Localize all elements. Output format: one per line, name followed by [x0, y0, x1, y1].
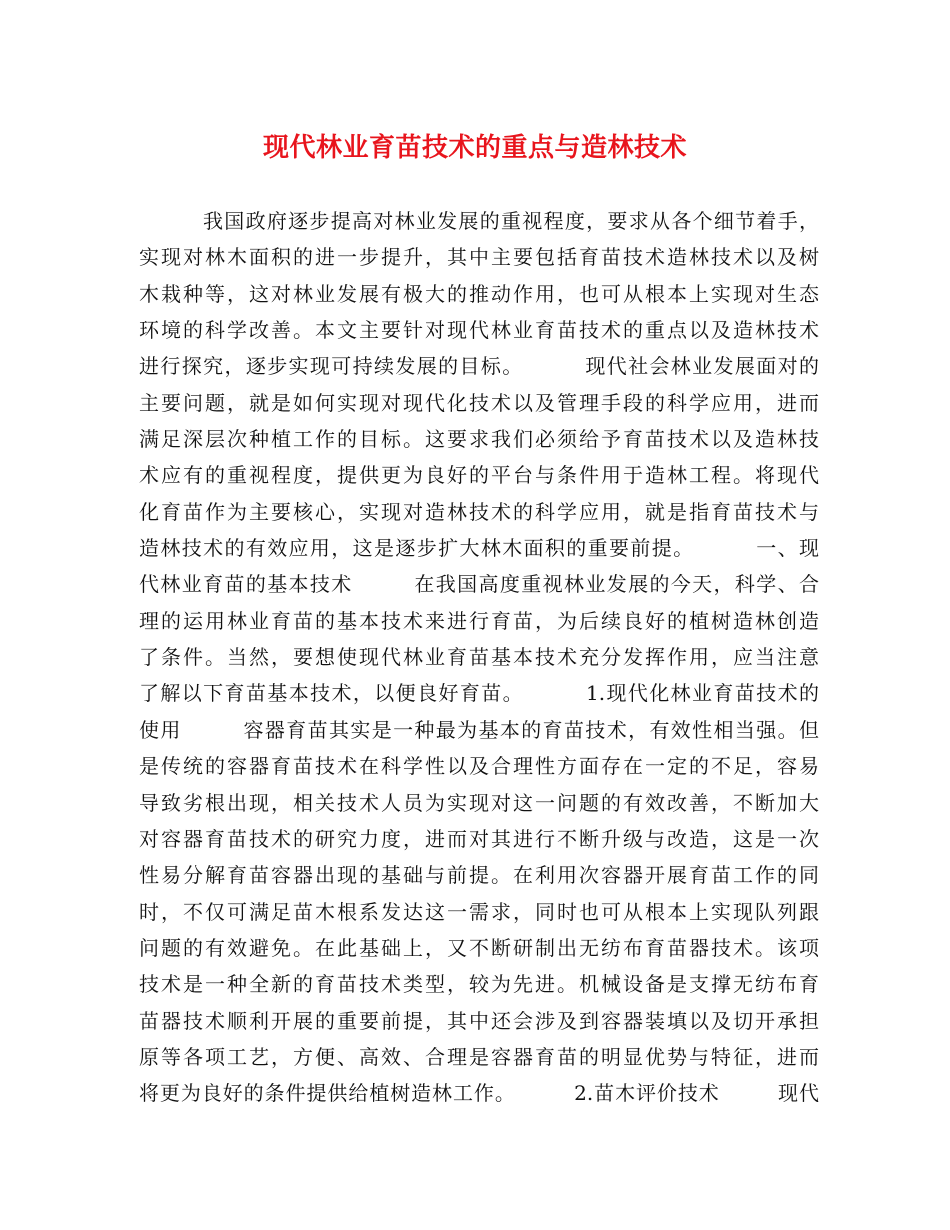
document-title: 现代林业育苗技术的重点与造林技术: [262, 133, 687, 163]
body-text-line: 问题的有效避免。在此基础上，又不断研制出无纺布育苗器技术。该项: [139, 935, 819, 960]
body-text-line: 技术是一种全新的育苗技术类型，较为先进。机械设备是支撑无纺布育: [139, 972, 819, 997]
body-text-line: 代林业育苗的基本技术 在我国高度重视林业发展的今天，科学、合: [139, 572, 819, 597]
body-text-line: 环境的科学改善。本文主要针对现代林业育苗技术的重点以及造林技术: [139, 318, 819, 343]
body-text-line: 了解以下育苗基本技术，以便良好育苗。 1.现代化林业育苗技术的: [139, 681, 819, 706]
body-text-line: 将更为良好的条件提供给植树造林工作。 2.苗木评价技术 现代: [139, 1081, 819, 1106]
body-text-line: 我国政府逐步提高对林业发展的重视程度，要求从各个细节着手，: [203, 209, 819, 233]
body-text-line: 化育苗作为主要核心，实现对造林技术的科学应用，就是指育苗技术与: [139, 499, 819, 524]
body-text-line: 主要问题，就是如何实现对现代化技术以及管理手段的科学应用，进而: [139, 390, 819, 415]
body-text-line: 是传统的容器育苗技术在科学性以及合理性方面存在一定的不足，容易: [139, 754, 819, 779]
body-text-line: 理的运用林业育苗的基本技术来进行育苗，为后续良好的植树造林创造: [139, 608, 819, 633]
body-text-line: 时，不仅可满足苗木根系发达这一需求，同时也可从根本上实现队列跟: [139, 899, 819, 924]
body-text-line: 使用 容器育苗其实是一种最为基本的育苗技术，有效性相当强。但: [139, 717, 819, 742]
body-text-line: 木栽种等，这对林业发展有极大的推动作用，也可从根本上实现对生态: [139, 281, 819, 306]
body-text-line: 造林技术的有效应用，这是逐步扩大林木面积的重要前提。 一、现: [139, 536, 819, 561]
body-text-line: 原等各项工艺，方便、高效、合理是容器育苗的明显优势与特征，进而: [139, 1044, 819, 1069]
body-text-line: 实现对林木面积的进一步提升，其中主要包括育苗技术造林技术以及树: [139, 245, 819, 270]
body-text-line: 满足深层次种植工作的目标。这要求我们必须给予育苗技术以及造林技: [139, 427, 819, 452]
body-text-line: 苗器技术顺利开展的重要前提，其中还会涉及到容器装填以及切开承担: [139, 1008, 819, 1033]
body-text-line: 对容器育苗技术的研究力度，进而对其进行不断升级与改造，这是一次: [139, 826, 819, 851]
body-text-line: 术应有的重视程度，提供更为良好的平台与条件用于造林工程。将现代: [139, 463, 819, 488]
document-body: [139, 203, 819, 1112]
body-text-line: 了条件。当然，要想使现代林业育苗基本技术充分发挥作用，应当注意: [139, 645, 819, 670]
body-text-line: 进行探究，逐步实现可持续发展的目标。 现代社会林业发展面对的: [139, 354, 819, 379]
body-text-line: 性易分解育苗容器出现的基础与前提。在利用次容器开展育苗工作的同: [139, 863, 819, 888]
body-text-line: 导致劣根出现，相关技术人员为实现对这一问题的有效改善，不断加大: [139, 790, 819, 815]
